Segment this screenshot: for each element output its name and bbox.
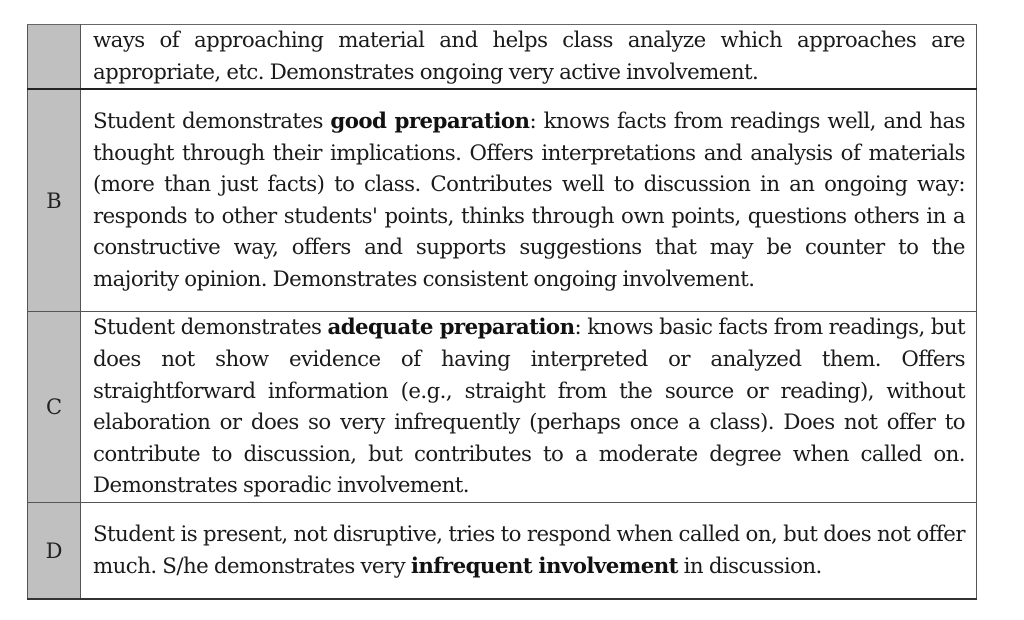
description-text: : knows facts from readings well, and has thought through their implications. Offers interpretations and analysis of materials (more than just facts) to class. Contributes well to discussion in an ongoing way: responds to other students' points, thinks through own points, questions others in a constructive way, offers and supports suggestions that may be counter to the majority opinion. Demonstrates consistent ongoing involvement. (93, 108, 965, 292)
description-text: Student demonstrates (93, 108, 331, 134)
description-text: ways of approaching material and helps class analyze which approaches are appropriate, etc. Demonstrates ongoing very active involvement. (93, 28, 965, 85)
description-cell (81, 503, 977, 600)
emphasis-text: adequate preparation (327, 315, 575, 341)
description-text: in discussion. (677, 553, 822, 579)
description-cell (81, 312, 977, 503)
description-cell (81, 89, 977, 312)
grade-cell: B (28, 89, 81, 312)
table-row (28, 25, 977, 90)
table-row (28, 312, 977, 503)
emphasis-text: infrequent involvement (410, 553, 678, 579)
description-text: Student is present, not disruptive, tries to respond when called on, but does not offer much. S/he demonstrates very (93, 522, 965, 579)
table-row (28, 89, 977, 312)
emphasis-text: good preparation (330, 108, 530, 134)
grade-cell (28, 25, 81, 90)
description-text: : knows basic facts from readings, but does not show evidence of having interpreted or analyzed them. Offers straightforward information (e.g., straight from the source or reading), without elaboration or does so very infrequently (perhaps once a class). Does not offer to contribute to discussion, but contributes to a moderate degree when called on. Demonstrates sporadic involvement. (93, 315, 965, 499)
description-cell (81, 25, 977, 90)
rubric-table (27, 24, 977, 600)
grade-cell: D (28, 503, 81, 600)
grade-cell: C (28, 312, 81, 503)
description-text: Student demonstrates (93, 315, 328, 341)
table-row (28, 503, 977, 600)
